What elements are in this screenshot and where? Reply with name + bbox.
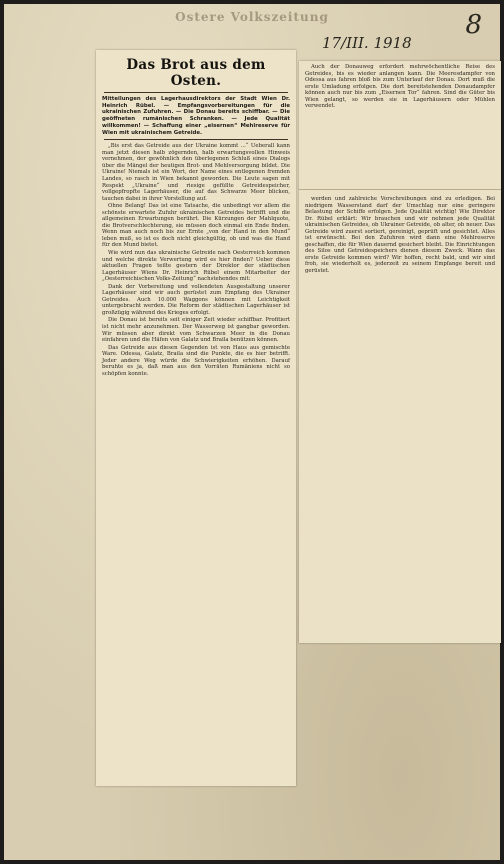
paragraph-2: Ohne Belang! Das ist eine Tatsache, die unbedingt vor allem die schönste erwartete Zufuhr ukrainischen Getreides betrifft und die allgemeinen Erwartungen berührt. Die Kürzungen der Mahlquote, die Brotverschlechterung, sie müssen doch einmal ein Ende finden. Wenn man auch noch bis zur Ernte „von der Hand in den Mund“ leben muß, so ist es doch nicht gleichgültig, ob und was die Hand für den Mund bietet. xyxy=(102,203,290,249)
article-body-left xyxy=(102,143,290,377)
paragraph-right-main: werden und zahlreiche Vorschreibungen sind zu erledigen. Bei niedrigem Wasserstand darf der Umschlag nur eine geringere Belastung der Schiffe erfolgen. Jede Qualität wichtig! Wie Direktor Dr. Rübel erklärt: Wir brauchen und wir nehmen jede Qualität ukrainischen Getreides, ob Ukrainer Getreide, ob alter, ob neuer. Das Getreide wird zuerst sortiert, gereinigt, geprüft und gesichtet. Alles ist erwünscht. Bei den Zufuhren wird dann eine Mehlreserve geschaffen, die für Wien dauernd gesichert bleibt. Die Einrichtungen des Silos und Getreidespeichers dienen diesem Zweck. Wann das erste Getreide kommen wird? Wir hoffen, recht bald, und wir sind froh, sie wiederholt es, jederzeit zu seinem Empfange bereit und gerüstet. xyxy=(305,196,495,275)
paragraph-4: Dank der Vorbereitung und vollendeten Ausgestaltung unserer Lagerhäuser sind wir auch gerüstet zum Empfang des Ukrainer Getreides. Auch 10.000 Waggons können mit Leichtigkeit untergebracht werden. Die Reform der städtischen Lagerhäuser ist großzügig während des Krieges erfolgt. xyxy=(102,283,290,316)
paragraph-6: Das Getreide aus diesen Gegenden ist von Haus aus gemischte Ware. Odessa, Galatz, Braila sind die Punkte, die es hier betrifft. Jeder andere Weg würde die Schwierigkeiten erhöhen. Darauf beruhte es ja, daß man aus den Vorräten Rumäniens nicht so schöpfen konnte. xyxy=(102,344,290,377)
clipping-right-top-fragment xyxy=(299,61,501,190)
handwritten-date: 17/III. 1918 xyxy=(322,34,412,52)
paragraph-3: Wie wird nun das ukrainische Getreide nach Oesterreich kommen und welche direkte Verwertung wird es hier finden? Ueber diese aktuellen Fragen teilte gestern der Direktor der städtischen Lagerhäuser Wiens Dr. Heinrich Rübel einem Mitarbeiter der „Oesterreichischen Volks-Zeitung“ nachstehendes mit: xyxy=(102,249,290,283)
paragraph-intro: „Bis erst das Getreide aus der Ukraine kommt ...“ Ueberall kann man jetzt diesen halb zögernden, halb erwartungsvollen Hinweis vernehmen, der gewöhnlich den überlegenen Schluß eines Dialogs über die Mängel der heutigen Brot- und Mehlversorgung bildet. Die Ukraine! Niemals ist ein Wort, der Name eines entlegenen fremden Landes, so rasch in Wien bekannt geworden. Die Leute sagen mit Respekt „Ukraine“ und riesige gefüllte Getreidespeicher, vollgepfropfte Lagerhäuser, die auf das Schwarze Meer blicken, tauchen dabei in ihrer Vorstellung auf. xyxy=(102,143,290,202)
paragraph-5: Die Donau ist bereits seit einiger Zeit wieder schiffbar. Profitiert ist nicht mehr anzunehmen. Der Wasserweg ist gangbar geworden. Wir müssen aber direkt vom Schwarzen Meer in die Donau einfahren und die Häfen von Galatz und Braila benützen können. xyxy=(102,317,290,344)
article-title: Das Brot aus dem Osten. xyxy=(126,57,266,89)
paragraph-right-top: Auch der Donauweg erfordert mehrwöchentliche Reise des Getreides, bis es wieder anlangen kann. Die Meeresdampfer von Odessa aus fahren bloß bis zum Unterlauf der Donau. Dort muß die erste Umladung erfolgen. Die dort bereitstehenden Donaudampfer können auch nur bis zum „Eisernen Tor“ fahren. Sind die Güter bis Wien gelangt, so werden sie in Lagerhäusern oder Mühlen verwendet. xyxy=(305,64,495,110)
clipping-left-column xyxy=(96,50,296,786)
clipping-right-main xyxy=(299,193,501,643)
scan-background xyxy=(4,4,500,860)
page-number: 8 xyxy=(465,10,482,40)
article-body-right-top xyxy=(305,64,495,110)
article-subheading: Mitteilungen des Lagerhausdirektors der Stadt Wien Dr. Heinrich Rübel. — Empfangsvorbereitungen für die ukrainischen Zufuhren. — Die Donau bereits schiffbar. — Die geöffneten rumänischen Schranken. — Jede Qualität willkommen! — Schaffung einer „eisernen“ Mehlreserve für Wien mit ukrainischem Getreide. xyxy=(102,96,290,136)
title-rule xyxy=(104,92,288,93)
clipping-right-column xyxy=(299,61,501,643)
subhead-rule xyxy=(104,139,288,140)
article-body-right xyxy=(305,196,495,275)
masthead-faint: Ostere Volkszeitung xyxy=(175,10,329,24)
